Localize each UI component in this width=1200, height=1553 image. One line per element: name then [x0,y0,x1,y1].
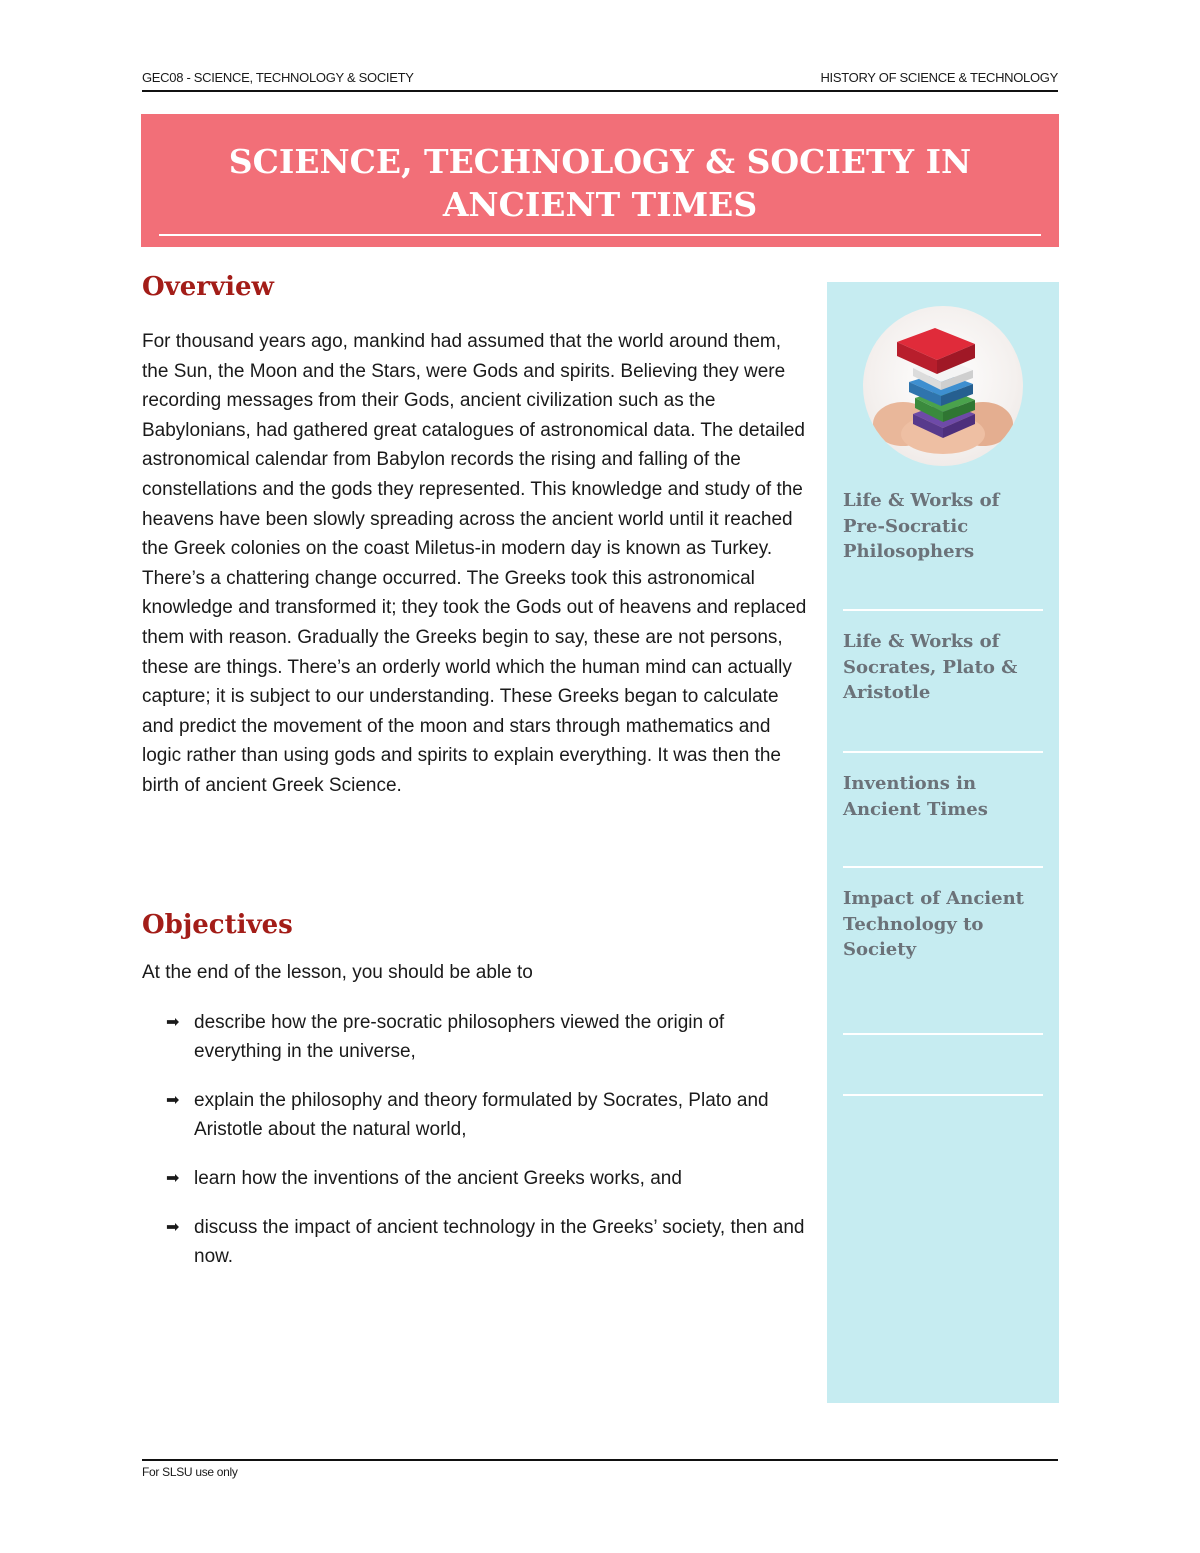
objectives-heading: Objectives [142,910,293,940]
hands-holding-blocks-image [863,306,1023,466]
objective-item [166,1086,806,1144]
objective-text: describe how the pre-socratic philosophers viewed the origin of everything in the universe, [194,1012,725,1062]
objectives-list [166,1008,806,1291]
banner-divider [159,234,1041,236]
page-title [141,140,1059,226]
arrow-bullet-icon: ➡ [166,1170,180,1187]
sidebar-divider [843,1094,1043,1096]
sidebar-divider [843,609,1043,611]
objective-item [166,1164,806,1193]
sidebar-item-pre-socratic: Life & Works of Pre-Socratic Philosophers [843,490,1000,562]
sidebar-divider [843,866,1043,868]
footer-note: For SLSU use only [142,1465,238,1479]
arrow-bullet-icon: ➡ [166,1092,180,1109]
title-banner [141,114,1059,247]
header-course-title: GEC08 - SCIENCE, TECHNOLOGY & SOCIETY [142,70,414,85]
header-section-title: HISTORY OF SCIENCE & TECHNOLOGY [820,70,1058,85]
page-title-line-1: SCIENCE, TECHNOLOGY & SOCIETY IN [228,142,972,181]
sidebar-item-socrates-plato-aristotle: Life & Works of Socrates, Plato & Aristotle [843,631,1018,703]
sidebar-divider [843,751,1043,753]
sidebar-item-impact: Impact of Ancient Technology to Society [843,888,1024,960]
page-footer [142,1459,1058,1479]
objective-item [166,1008,806,1066]
objectives-intro: At the end of the lesson, you should be able to [142,962,533,983]
arrow-bullet-icon: ➡ [166,1014,180,1031]
overview-paragraph: For thousand years ago, mankind had assumed that the world around them, the Sun, the Moon and the Stars, were Gods and spirits. Believing they were recording messages from their Gods, ancient civilization such as the Babylonians, had gathered great catalogues of astronomical data. The detailed astronomical calendar from Babylon records the rising and falling of the constellations and the gods they represented. This knowledge and study of the heavens have been slowly spreading across the ancient world until it reached the Greek colonies on the coast Miletus-in modern day is known as Turkey. There’s a chattering change occurred. The Greeks took this astronomical knowledge and transformed it; they took the Gods out of heavens and replaced them with reason. Gradually the Greeks begin to say, these are not persons, these are things. There’s an orderly world which the human mind can actually capture; it is subject to our understanding. These Greeks began to calculate and predict the movement of the moon and stars through mathematics and logic rather than using gods and spirits to explain everything. It was then the birth of ancient Greek Science. [142,331,807,796]
sidebar-divider [843,1033,1043,1035]
sidebar [827,282,1059,1403]
objective-item [166,1213,806,1271]
objective-text: learn how the inventions of the ancient Greeks works, and [194,1168,682,1189]
objective-text: explain the philosophy and theory formulated by Socrates, Plato and Aristotle about the natural world, [194,1090,769,1140]
overview-heading: Overview [142,272,274,302]
arrow-bullet-icon: ➡ [166,1219,180,1236]
sidebar-item-inventions: Inventions in Ancient Times [843,773,988,820]
sidebar-photo [863,306,1023,466]
page-title-line-2: ANCIENT TIMES [442,185,758,224]
objective-text: discuss the impact of ancient technology in the Greeks’ society, then and now. [194,1217,805,1267]
page-header [142,68,1058,92]
